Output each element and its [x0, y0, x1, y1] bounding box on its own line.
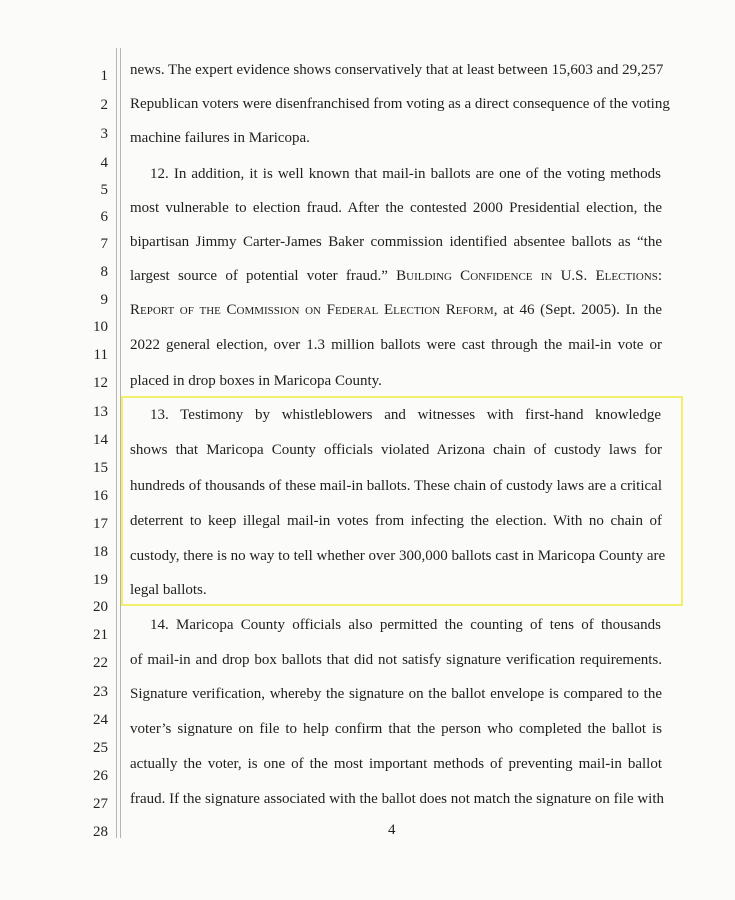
line-number: 28: [93, 824, 108, 840]
text-line: voter’s signature on file to help confirm that the person who completed the ballot is: [130, 721, 662, 737]
text-line: bipartisan Jimmy Carter-James Baker commission identified absentee ballots as “the: [130, 234, 662, 250]
line-number: 14: [93, 432, 108, 448]
line-number: 21: [93, 627, 108, 643]
line-number: 5: [100, 182, 108, 198]
line-number: 23: [93, 684, 108, 700]
text-line: news. The expert evidence shows conservatively that at least between 15,603 and 29,257: [130, 62, 664, 78]
line-number: 2: [100, 97, 108, 113]
text-line-with-citation: [130, 266, 662, 286]
highlight-box: [121, 396, 683, 606]
line-number: 19: [93, 572, 108, 588]
line-number: 6: [100, 209, 108, 225]
line-number: 18: [93, 544, 108, 560]
line-number: 13: [93, 404, 108, 420]
line-number: 24: [93, 712, 108, 728]
text-line: fraud. If the signature associated with the ballot does not match the signature on file with: [130, 791, 665, 807]
line-number: 3: [100, 126, 108, 142]
citation-report: Report of the Commission on Federal Election Reform: [130, 302, 494, 318]
line-number: 7: [100, 236, 108, 252]
text-line: machine failures in Maricopa.: [130, 130, 310, 146]
text-line: legal ballots.: [130, 582, 207, 598]
line-number: 11: [93, 347, 108, 363]
text-line: hundreds of thousands of these mail-in ballots. These chain of custody laws are a critical: [130, 478, 662, 494]
text-line: actually the voter, is one of the most important methods of preventing mail-in ballot: [130, 756, 662, 772]
text-line: Republican voters were disenfranchised from voting as a direct consequence of the voting: [130, 96, 670, 112]
line-number: 4: [100, 155, 108, 171]
text-line-with-citation: [130, 300, 662, 320]
paragraph-12-first-line: 12. In addition, it is well known that mail-in ballots are one of the voting methods: [150, 166, 661, 182]
line-number: 12: [93, 375, 108, 391]
line-number: 22: [93, 655, 108, 671]
text-line: most vulnerable to election fraud. After the contested 2000 Presidential election, the: [130, 200, 662, 216]
line-number: 10: [93, 319, 108, 335]
text-line: of mail-in and drop box ballots that did not satisfy signature verification requirements.: [130, 652, 662, 668]
paragraph-13-first-line: 13. Testimony by whistleblowers and witnesses with first-hand knowledge: [150, 407, 661, 423]
text-line: placed in drop boxes in Maricopa County.: [130, 373, 382, 389]
text-line: shows that Maricopa County officials violated Arizona chain of custody laws for: [130, 442, 662, 458]
line-number: 20: [93, 599, 108, 615]
text-line: deterrent to keep illegal mail-in votes from infecting the election. With no chain of: [130, 513, 662, 529]
line-number: 17: [93, 516, 108, 532]
text-line: custody, there is no way to tell whether over 300,000 ballots cast in Maricopa County are: [130, 548, 666, 564]
text-line: 2022 general election, over 1.3 million ballots were cast through the mail-in vote or: [130, 337, 662, 353]
citation-lead: largest source of potential voter fraud.”: [130, 268, 397, 284]
citation-tail: , at 46 (Sept. 2005). In the: [493, 302, 662, 318]
paragraph-14-first-line: 14. Maricopa County officials also permitted the counting of tens of thousands: [150, 617, 661, 633]
line-number: 27: [93, 796, 108, 812]
line-number: 16: [93, 488, 108, 504]
line-number: 25: [93, 740, 108, 756]
citation-title: Building Confidence in U.S. Elections:: [396, 268, 662, 284]
page-number: 4: [388, 822, 396, 838]
line-number: 26: [93, 768, 108, 784]
margin-rule-left: [116, 48, 117, 838]
text-line: Signature verification, whereby the signature on the ballot envelope is compared to the: [130, 686, 662, 702]
line-number: 15: [93, 460, 108, 476]
line-number: 8: [100, 264, 108, 280]
line-number: 9: [100, 292, 108, 308]
line-number: 1: [100, 68, 108, 84]
